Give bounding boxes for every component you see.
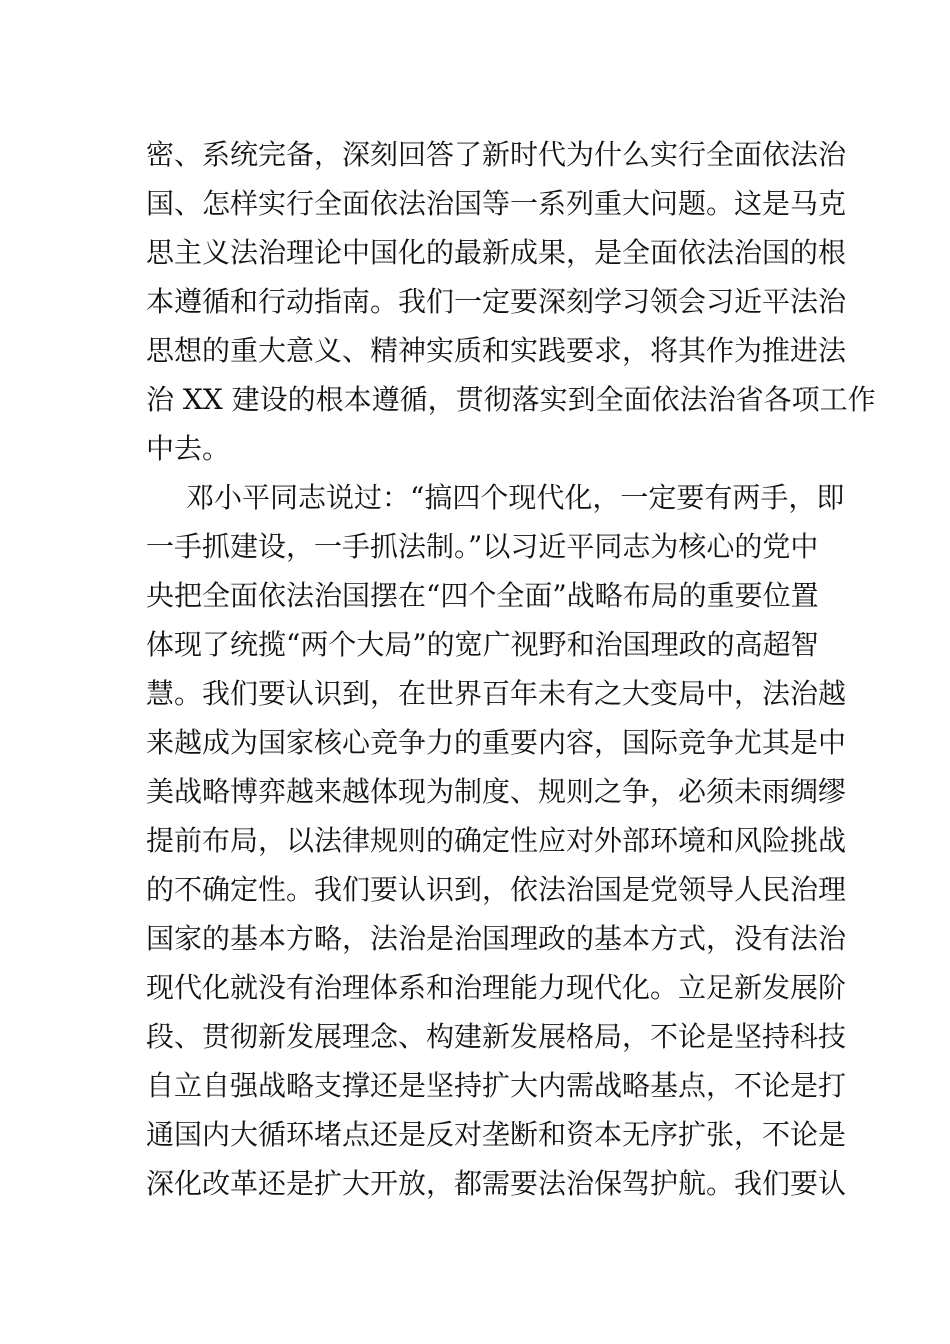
text-line: 通国内大循环堵点还是反对垄断和资本无序扩张，不论是 xyxy=(146,1118,847,1151)
text-line: 一手抓建设，一手抓法制。”以习近平同志为核心的党中 xyxy=(146,530,819,563)
text-line: 央把全面依法治国摆在“四个全面”战略布局的重要位置 xyxy=(146,579,819,612)
text-line: 段、贯彻新发展理念、构建新发展格局，不论是坚持科技 xyxy=(146,1020,847,1053)
text-line: 自立自强战略支撑还是坚持扩大内需战略基点，不论是打 xyxy=(146,1069,847,1102)
text-line: 的不确定性。我们要认识到，依法治国是党领导人民治理 xyxy=(146,873,847,906)
text-line: 提前布局，以法律规则的确定性应对外部环境和风险挑战 xyxy=(146,824,847,857)
text-line: 美战略博弈越来越体现为制度、规则之争，必须未雨绸缪 xyxy=(146,775,847,808)
text-line: 治 XX 建设的根本遵循，贯彻落实到全面依法治省各项工作 xyxy=(146,383,876,416)
text-line: 现代化就没有治理体系和治理能力现代化。立足新发展阶 xyxy=(146,971,847,1004)
text-line: 邓小平同志说过：“搞四个现代化，一定要有两手，即 xyxy=(186,481,845,514)
text-line: 密、系统完备，深刻回答了新时代为什么实行全面依法治 xyxy=(146,138,847,171)
text-line: 中去。 xyxy=(146,432,231,465)
text-line: 思想的重大意义、精神实质和实践要求，将其作为推进法 xyxy=(146,334,847,367)
text-line: 来越成为国家核心竞争力的重要内容，国际竞争尤其是中 xyxy=(146,726,847,759)
text-line: 思主义法治理论中国化的最新成果，是全面依法治国的根 xyxy=(146,236,847,269)
text-line: 慧。我们要认识到，在世界百年未有之大变局中，法治越 xyxy=(146,677,847,710)
text-line: 本遵循和行动指南。我们一定要深刻学习领会习近平法治 xyxy=(146,285,847,318)
text-line: 国家的基本方略，法治是治国理政的基本方式，没有法治 xyxy=(146,922,847,955)
text-line: 体现了统揽“两个大局”的宽广视野和治国理政的高超智 xyxy=(146,628,819,661)
body-text xyxy=(146,130,876,1208)
text-line: 深化改革还是扩大开放，都需要法治保驾护航。我们要认 xyxy=(146,1167,847,1200)
text-line: 国、怎样实行全面依法治国等一系列重大问题。这是马克 xyxy=(146,187,847,220)
